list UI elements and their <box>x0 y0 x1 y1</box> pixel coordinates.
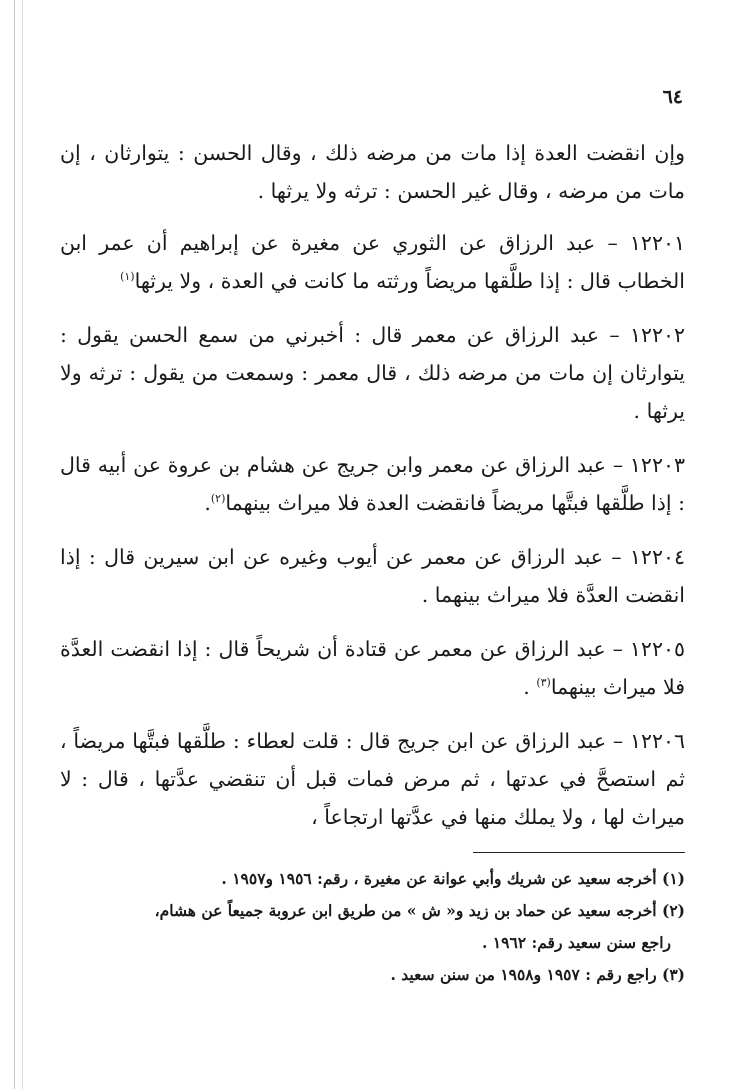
footnote-2: (٢) أخرجه سعيد عن حماد بن زيد و« ش » من طريق ابن عروبة جميعاً عن هشام، <box>154 901 685 920</box>
book-page <box>60 86 685 991</box>
dash: – <box>607 231 618 255</box>
hadith-number: ١٢٢٠٥ <box>629 637 685 661</box>
footnote-1: (١) أخرجه سعيد عن شريك وأبي عوانة عن مغيرة ، رقم: ١٩٥٦ و١٩٥٧ . <box>221 869 685 888</box>
hadith-12202 <box>60 316 685 430</box>
footnote-2-continuation: راجع سنن سعيد رقم: ١٩٦٢ . <box>482 933 671 952</box>
hadith-text: عبد الرزاق عن معمر وابن جريج عن هشام بن عروة عن أبيه قال : إذا طلَّقها فبتَّها مريضاً فانقضت العدة فلا ميراث بينهما <box>60 453 685 515</box>
dash: – <box>609 323 620 347</box>
hadith-12204 <box>60 538 685 614</box>
margin-rule-outer <box>14 0 15 1089</box>
footnote-ref-1[interactable]: (١) <box>120 270 135 284</box>
hadith-12201 <box>60 224 685 300</box>
hadith-number: ١٢٢٠١ <box>629 231 685 255</box>
hadith-text: عبد الرزاق عن الثوري عن مغيرة عن إبراهيم أن عمر ابن الخطاب قال : إذا طلَّقها مريضاً ورثته ما كانت في العدة ، ولا يرثها <box>60 231 685 293</box>
hadith-text: عبد الرزاق عن معمر قال : أخبرني من سمع الحسن يقول : يتوارثان إن مات من مرضه ذلك ، قال معمر : وسمعت من يقول : ترثه ولا يرثها . <box>60 323 685 423</box>
hadith-number: ١٢٢٠٤ <box>629 545 685 569</box>
dash: – <box>611 545 622 569</box>
hadith-number: ١٢٢٠٣ <box>629 453 685 477</box>
footnotes <box>60 863 685 991</box>
margin-rule-inner <box>22 0 23 1089</box>
footnote-ref-3[interactable]: (٣) <box>536 676 551 690</box>
hadith-number: ١٢٢٠٦ <box>629 729 685 753</box>
hadith-tail: . <box>523 675 537 699</box>
paragraph-intro <box>60 134 685 210</box>
paragraph-text: وإن انقضت العدة إذا مات من مرضه ذلك ، وقال الحسن : يتوارثان ، إن مات من مرضه ، وقال غير الحسن : ترثه ولا يرثها . <box>60 141 685 203</box>
dash: – <box>612 729 624 753</box>
hadith-number: ١٢٢٠٢ <box>629 323 685 347</box>
dash: – <box>612 453 624 477</box>
footnote-ref-2[interactable]: (٢) <box>210 492 226 506</box>
hadith-12206 <box>60 722 685 836</box>
hadith-text: عبد الرزاق عن معمر عن قتادة أن شريحاً قال : إذا انقضت العدَّة فلا ميراث بينهما <box>60 637 685 699</box>
hadith-text: عبد الرزاق عن ابن جريج قال : قلت لعطاء : طلَّقها فبتَّها مريضاً ، ثم استصحَّ في عدتها ، ثم مرض فمات قبل أن تنقضي عدَّتها ، قال : لا ميراث لها ، ولا يملك منها في عدَّتها ارتجاعاً ، <box>60 729 685 829</box>
hadith-tail: . <box>204 491 211 515</box>
hadith-12203 <box>60 446 685 522</box>
hadith-text: عبد الرزاق عن معمر عن أيوب وغيره عن ابن سيرين قال : إذا انقضت العدَّة فلا ميراث بينهما . <box>60 545 685 607</box>
page-number: ٦٤ <box>662 86 683 108</box>
dash: – <box>612 637 623 661</box>
footnote-3: (٣) راجع رقم : ١٩٥٧ و١٩٥٨ من سنن سعيد . <box>390 965 685 984</box>
hadith-12205 <box>60 630 685 706</box>
footnote-divider <box>473 852 685 853</box>
